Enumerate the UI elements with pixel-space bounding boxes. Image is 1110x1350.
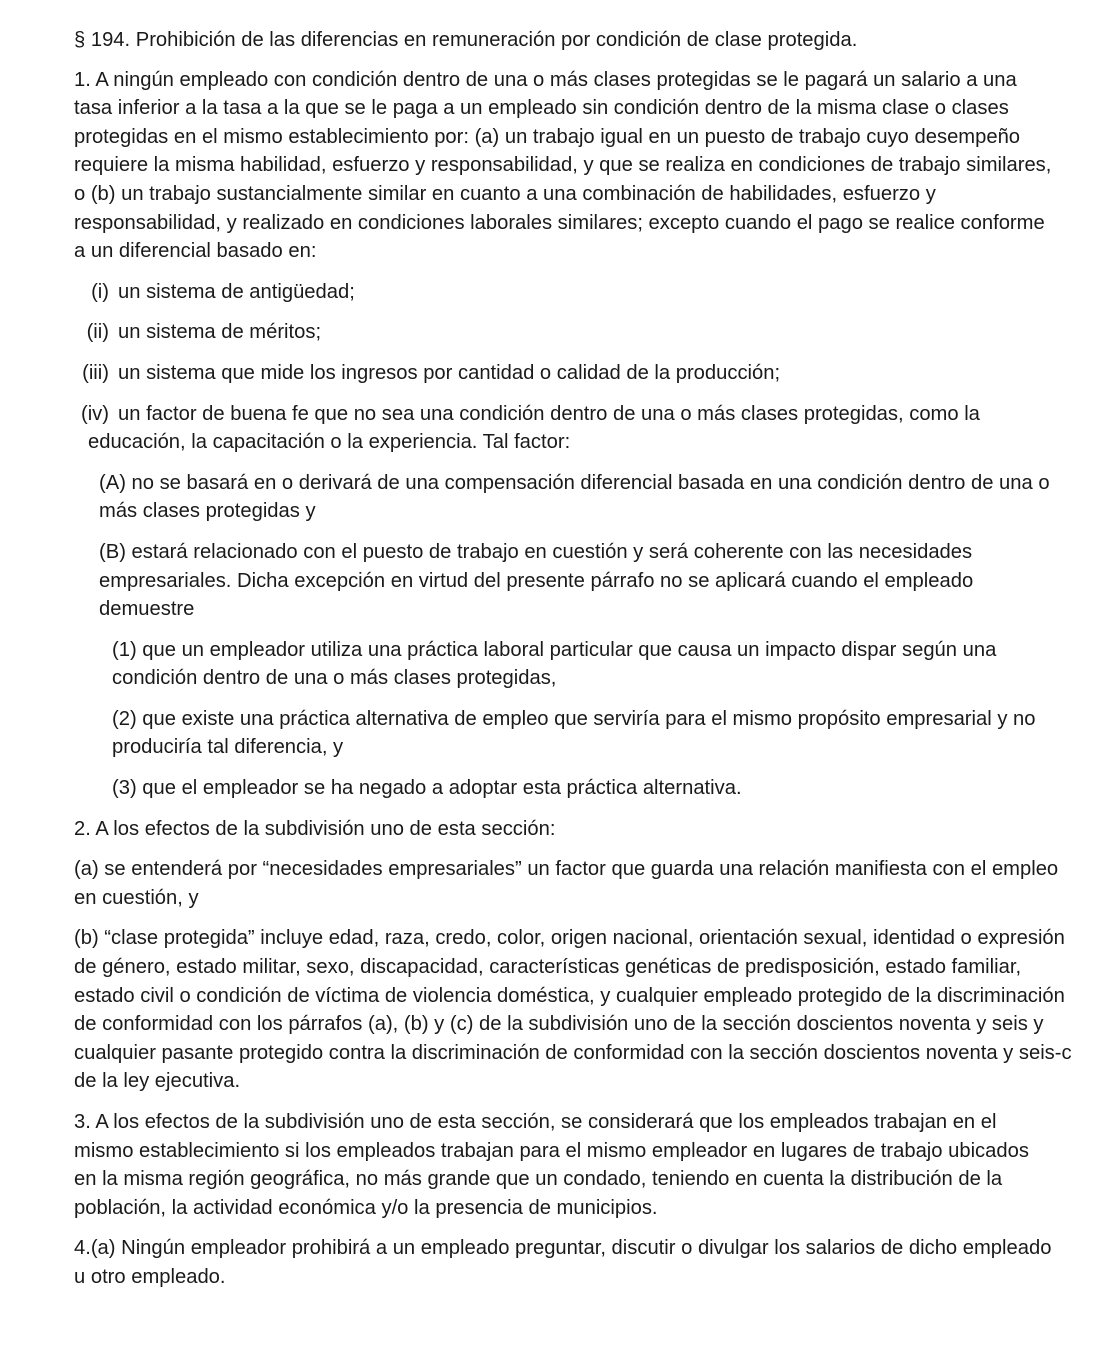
clause-iv-number: (iv) <box>80 402 109 425</box>
clause-iv-continuation: educación, la capacitación o la experiencia. Tal factor: <box>88 431 571 454</box>
clause-iii-text: un sistema que mide los ingresos por cantidad o calidad de la producción; <box>118 361 781 384</box>
clause-i-number: (i) <box>91 280 109 303</box>
subclause-A: (A) no se basará en o derivará de una compensación diferencial basada en una condición dentro de una o más clases protegidas y <box>99 471 1050 523</box>
subdivision-2-a: (a) se entenderá por “necesidades empresariales” un factor que guarda una relación manifiesta con el empleo en cuestión, y <box>74 858 1059 909</box>
clause-iii <box>74 359 1086 388</box>
clause-ii-text: un sistema de méritos; <box>118 321 322 344</box>
clause-iv-first-line: un factor de buena fe que no sea una condición dentro de una o más clases protegidas, como la <box>118 402 980 425</box>
subdivision-2-intro: 2. A los efectos de la subdivisión uno de esta sección: <box>74 817 556 840</box>
subdivision-2-b: (b) “clase protegida” incluye edad, raza, credo, color, origen nacional, orientación sexual, identidad o expresión de género, estado militar, sexo, discapacidad, características genéticas de predisposición, estado familiar, estado civil o condición de víctima de violencia doméstica, y cualquier empleado protegido de la discriminación de conformidad con los párrafos (a), (b) y (c) de la subdivisión uno de la sección doscientos noventa y seis y cualquier pasante protegido contra la discriminación de conformidad con la sección doscientos noventa y seis-c de la ley ejecutiva. <box>74 927 1072 1093</box>
clause-iii-number: (iii) <box>82 361 109 384</box>
subclause-1: (1) que un empleador utiliza una práctica laboral particular que causa un impacto dispar según una condición dentro de una o más clases protegidas, <box>112 638 997 690</box>
clause-i <box>74 278 1086 307</box>
subdivision-1-intro: 1. A ningún empleado con condición dentro de una o más clases protegidas se le pagará un salario a una tasa inferior a la tasa a la que se le paga a un empleado sin condición dentro de la misma clase o clases protegidas en el mismo establecimiento por: (a) un trabajo igual en un puesto de trabajo cuyo desempeño requiere la misma habilidad, esfuerzo y responsabilidad, y que se realiza en condiciones de trabajo similares, o (b) un trabajo sustancialmente similar en cuanto a una combinación de habilidades, esfuerzo y responsabilidad, y realizado en condiciones laborales similares; excepto cuando el pago se realice conforme a un diferencial basado en: <box>74 68 1052 263</box>
subclause-2: (2) que existe una práctica alternativa de empleo que serviría para el mismo propósito empresarial y no produciría tal diferencia, y <box>112 707 1036 759</box>
subdivision-4-a: 4.(a) Ningún empleador prohibirá a un empleado preguntar, discutir o divulgar los salarios de dicho empleado u otro empleado. <box>74 1237 1052 1288</box>
clause-i-text: un sistema de antigüedad; <box>118 280 355 303</box>
clause-ii-number: (ii) <box>86 321 109 344</box>
clause-ii <box>74 318 1086 347</box>
clause-iv <box>74 400 1086 457</box>
subdivision-3: 3. A los efectos de la subdivisión uno de esta sección, se considerará que los empleados trabajan en el mismo establecimiento si los empleados trabajan para el mismo empleador en lugares de trabajo ubicados en la misma región geográfica, no más grande que un condado, teniendo en cuenta la distribución de la población, la actividad económica y/o la presencia de municipios. <box>74 1111 1029 1219</box>
subclause-B: (B) estará relacionado con el puesto de trabajo en cuestión y será coherente con las necesidades empresariales. Dicha excepción en virtud del presente párrafo no se aplicará cuando el empleado demuestre <box>99 540 974 621</box>
subclause-3: (3) que el empleador se ha negado a adoptar esta práctica alternativa. <box>112 777 742 800</box>
section-title: § 194. Prohibición de las diferencias en remuneración por condición de clase protegida. <box>74 29 858 51</box>
